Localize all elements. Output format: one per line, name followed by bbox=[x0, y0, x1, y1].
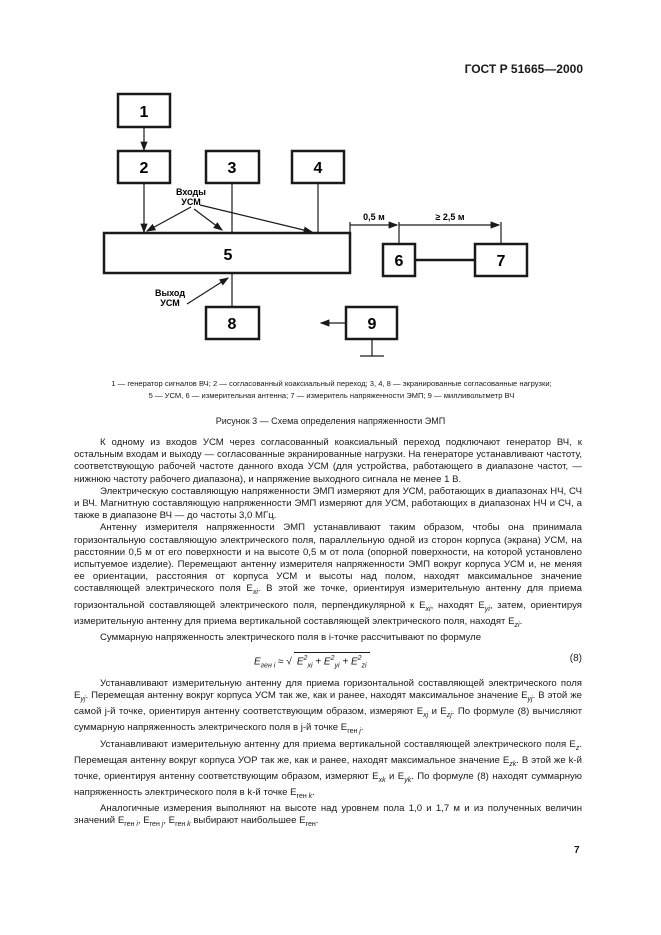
box-8-label: 8 bbox=[227, 316, 237, 333]
box-3-label: 3 bbox=[227, 160, 237, 177]
inputs-label-1: Входы bbox=[176, 187, 206, 197]
legend-line-2: 5 — УСМ, 6 — измерительная антенна; 7 — измеритель напряженности ЭМП; 9 — милливольтметр ВЧ bbox=[148, 391, 515, 400]
box-7-label: 7 bbox=[496, 253, 506, 270]
paragraph-7: Аналогичные измерения выполняют на высоте над уровнем пола 1,0 и 1,7 м и из полученных величин значений $E_{ген i}$, $E_{ген j}$, $E_{ген k}$ выбирают наибольшее $E_{ген}$. bbox=[74, 802, 582, 829]
standard-header: ГОСТ Р 51665—2000 bbox=[464, 62, 583, 76]
box-2-label: 2 bbox=[139, 160, 149, 177]
figure-caption: Рисунок 3 — Схема определения напряженности ЭМП bbox=[215, 416, 446, 426]
paragraph-3: Антенну измерителя напряженности ЭМП устанавливают таким образом, чтобы она принимала горизонтальную составляющую электрического поля, параллельную одной из сторон корпуса (экрана) УСМ, на расстоянии 0,5 м от его поверхности и на высоте 0,5 м от пола (опорной поверхности, на которой установлено испытуемое изделие). Перемещают антенну измерителя напряженности ЭМП вокруг корпуса УСМ и, не меняя ее ориентации, расстояния от корпуса УСМ и высоты над полом, находят максимальное значение составляющей электрического поля $E_{xi}$. В этой же точке, ориентируя измерительную антенну для приема горизонтальной составляющей электрического поля, перпендикулярной к $E_{xi}$, находят $E_{yi}$, затем, ориентируя измерительную антенну для приема вертикальной составляющей электрического поля, находят $E_{zi}$. bbox=[74, 522, 582, 629]
paragraph-6: Устанавливают измерительную антенну для приема вертикальной составляющей электрического поля $E_z$. Перемещая антенну вокруг корпуса УОР так же, как и ранее, находят максимальное значение $E_{zk}$. В этой же k-й точке, ориентируя антенну соответствующим образом, измеряют $E_{xk}$ и $E_{yk}$. По формуле (8) находят суммарную напряженность электрического поля в k-й точке $E_{ген k}$. bbox=[74, 738, 582, 800]
formula-number: (8) bbox=[569, 652, 582, 664]
box-4-label: 4 bbox=[313, 160, 323, 177]
inputs-label-2: УСМ bbox=[181, 197, 201, 207]
output-label-1: Выход bbox=[154, 288, 186, 298]
paragraph-1: К одному из входов УСМ через согласованный коаксиальный переход подключают генератор ВЧ, к остальным входам и выходу — согласованные экранированные нагрузки. На генераторе устанавливают частоту, соответствующую рабочей частоте данного входа УСМ (для устройства, работающего в диапазоне частот, — нижнюю частоту рабочего диапазона), и напряжение выходного сигнала не менее 1 В. bbox=[74, 437, 582, 485]
figure-legend bbox=[30, 378, 633, 402]
paragraph-5: Устанавливают измерительную антенну для приема горизонтальной составляющей электрического поля $E_{yj}$. Перемещая антенну вокруг корпуса УСМ так же, как и ранее, находят максимальное значение $E_{yj}$. В этой же самой j-й точке, ориентируя антенну соответствующим образом, измеряют $E_{xj}$ и $E_{zj}$. По формуле (8) вычисляют суммарную напряженность электрического поля в j-й точке $E_{ген j}$. bbox=[74, 677, 583, 736]
box-1-label: 1 bbox=[139, 104, 149, 121]
formula-8 bbox=[74, 646, 582, 676]
paragraph-2: Электрическую составляющую напряженности ЭМП измеряют для УСМ, работающих в диапазонах НЧ, СЧ и ВЧ. Магнитную составляющую напряженности ЭМП измеряют для УСМ, работающих в диапазонах НЧ и СЧ, а также в диапазоне ВЧ — до частоты 3,0 МГц. bbox=[74, 485, 582, 522]
measurement-diagram bbox=[0, 0, 661, 380]
output-label-2: УСМ bbox=[160, 298, 180, 308]
legend-line-1: 1 — генератор сигналов ВЧ; 2 — согласованный коаксиальный переход; 3, 4, 8 — экранированные согласованные нагрузки; bbox=[111, 379, 552, 388]
formula-expression: $E_{ген i}$ ≈ √ $E^2_{xi} + E^2_{yi} + E^2_{zi}$ bbox=[254, 652, 370, 673]
body-text bbox=[74, 437, 582, 831]
paragraph-4: Суммарную напряженность электрического поля в i-точке рассчитывают по формуле bbox=[100, 631, 482, 643]
box-5-label: 5 bbox=[223, 247, 233, 264]
distance-long-label: ≥ 2,5 м bbox=[435, 212, 465, 222]
box-9-label: 9 bbox=[367, 316, 377, 333]
distance-short-label: 0,5 м bbox=[363, 212, 385, 222]
box-6-label: 6 bbox=[394, 253, 404, 270]
page-number: 7 bbox=[574, 845, 580, 856]
